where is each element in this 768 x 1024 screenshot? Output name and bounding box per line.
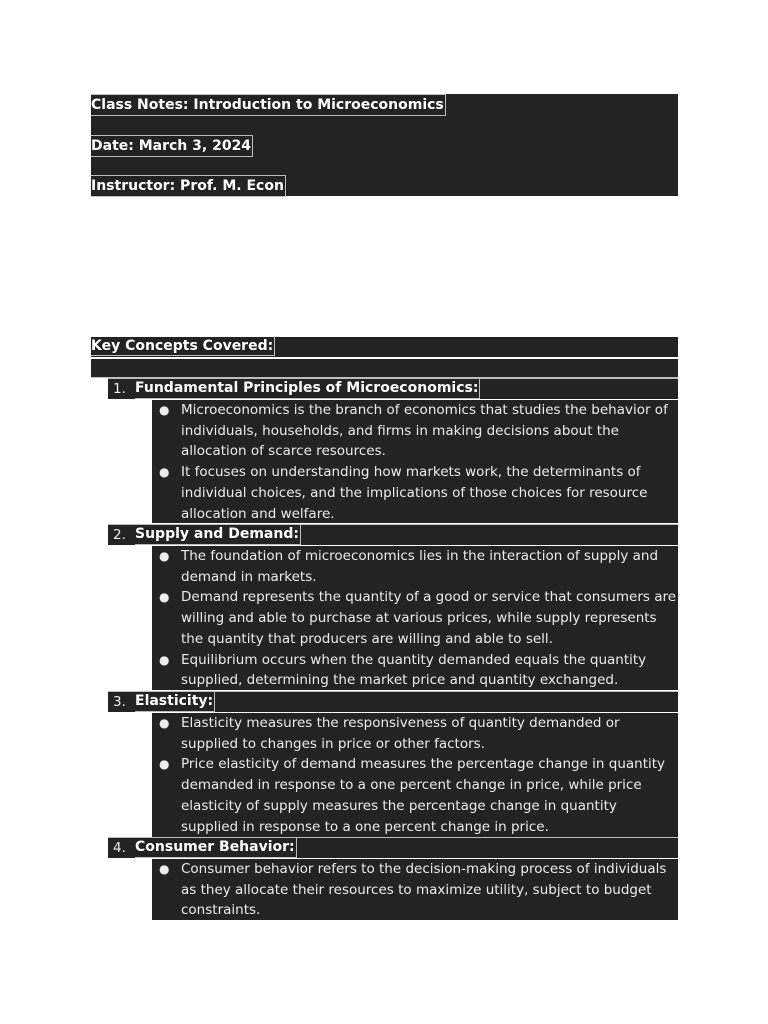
key-concepts-spacer	[91, 359, 678, 378]
concept-item-number: 2.	[113, 527, 126, 543]
bullet-icon: ●	[159, 590, 170, 605]
concept-item-1-header	[108, 378, 678, 399]
list-item: ● Microeconomics is the branch of economics that studies the behavior of individuals, households, and firms in making decisions about the allocation of scarce resources.	[159, 402, 668, 460]
document-title: Class Notes: Introduction to Microeconomics	[91, 94, 446, 116]
concept-item-3-header	[108, 691, 678, 712]
concept-item-1-bullets	[152, 400, 678, 523]
bullet-icon: ●	[159, 862, 170, 876]
concept-item-title: Consumer Behavior:	[135, 838, 297, 858]
concept-item-number: 4.	[113, 840, 126, 856]
list-item: ● Price elasticity of demand measures the percentage change in quantity demanded in response to a one percent change in price, while price elasticity of supply measures the percentage change in quantity supplied in response to a one percent change in price.	[159, 756, 666, 835]
concept-item-number: 3.	[113, 694, 126, 710]
list-item: ● The foundation of microeconomics lies in the interaction of supply and demand in markets.	[159, 548, 659, 585]
bullet-icon: ●	[159, 403, 170, 417]
document-header	[91, 94, 678, 196]
bullet-icon: ●	[159, 652, 170, 667]
concept-item-2-bullets	[152, 546, 678, 690]
list-item: ● Consumer behavior refers to the decision-making process of individuals as they allocate their resources to maximize utility, subject to budget constraints.	[159, 861, 667, 919]
concept-item-title: Elasticity:	[135, 692, 215, 712]
bullet-icon: ●	[159, 549, 170, 563]
concept-item-4-header	[108, 837, 678, 858]
concept-item-number: 1.	[113, 381, 126, 397]
document-instructor: Instructor: Prof. M. Econ	[91, 175, 286, 197]
list-item: ● Equilibrium occurs when the quantity demanded equals the quantity supplied, determining the market price and quantity exchanged.	[159, 651, 647, 689]
list-item: ● Demand represents the quantity of a good or service that consumers are willing and able to purchase at various prices, while supply represents the quantity that producers are willing and able to sell.	[159, 589, 677, 647]
list-item: ● Elasticity measures the responsiveness of quantity demanded or supplied to changes in price or other factors.	[159, 715, 620, 752]
concept-item-title: Supply and Demand:	[135, 525, 301, 545]
key-concepts-heading-bar	[91, 337, 678, 357]
bullet-icon: ●	[159, 757, 170, 772]
concept-item-title: Fundamental Principles of Microeconomics:	[135, 379, 480, 399]
bullet-icon: ●	[159, 465, 170, 480]
bullet-icon: ●	[159, 716, 170, 730]
concept-item-2-header	[108, 524, 678, 545]
list-item: ● It focuses on understanding how markets work, the determinants of individual choices, and the implications of those choices for resource allocation and welfare.	[159, 464, 648, 522]
document-date: Date: March 3, 2024	[91, 135, 253, 157]
concept-item-4-bullets	[152, 859, 678, 920]
concept-item-3-bullets	[152, 713, 678, 837]
key-concepts-heading: Key Concepts Covered:	[91, 338, 274, 354]
